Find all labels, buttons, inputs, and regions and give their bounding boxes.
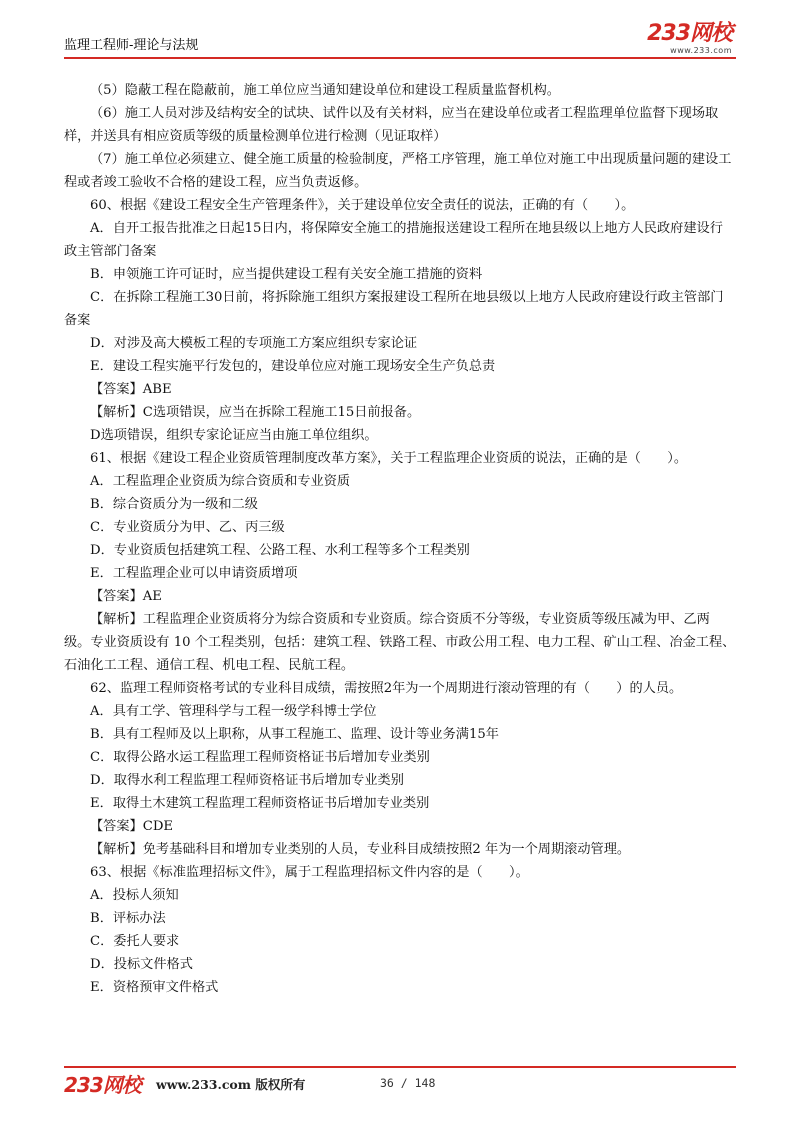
option-d: D．对涉及高大模板工程的专项施工方案应组织专家论证	[90, 336, 418, 351]
option-a: A．自开工报告批准之日起15日内，将保障安全施工的措施报送建设工程所在地县级以上地方人民政府建设行政主管部门备案	[64, 221, 723, 259]
option-a: A．投标人须知	[90, 888, 179, 903]
option-d: D．投标文件格式	[90, 957, 193, 972]
page-footer	[64, 1071, 736, 1095]
logo-url: www.233.com	[670, 46, 732, 55]
option-e: E．建设工程实施平行发包的，建设单位应对施工现场安全生产负总责	[90, 359, 496, 374]
answer: 【答案】ABE	[90, 382, 172, 397]
option-c: C．委托人要求	[90, 934, 180, 949]
explanation: 【解析】免考基础科目和增加专业类别的人员，专业科目成绩按照2 年为一个周期滚动管理。	[90, 842, 631, 857]
option-c: C．专业资质分为甲、乙、丙三级	[90, 520, 285, 535]
footer-logo: 233网校	[64, 1073, 141, 1097]
option-d: D．专业资质包括建筑工程、公路工程、水利工程等多个工程类别	[90, 543, 470, 558]
header-divider	[64, 57, 736, 59]
question-61: 61、根据《建设工程企业资质管理制度改革方案》，关于工程监理企业资质的说法，正确的是（ ）。	[90, 451, 688, 466]
option-b: B．具有工程师及以上职称，从事工程施工、监理、设计等业务满15年	[90, 727, 499, 742]
option-c: C．在拆除工程施工30日前，将拆除施工组织方案报建设工程所在地县级以上地方人民政府建设行政主管部门备案	[64, 290, 724, 328]
answer: 【答案】CDE	[90, 819, 174, 834]
page-number: 36 / 148	[380, 1076, 436, 1090]
option-b: B．评标办法	[90, 911, 166, 926]
option-e: E．资格预审文件格式	[90, 980, 219, 995]
footer-copyright: www.233.com 版权所有	[156, 1077, 306, 1092]
paragraph: （6）施工人员对涉及结构安全的试块、试件以及有关材料，应当在建设单位或者工程监理单位监督下现场取样，并送具有相应资质等级的质量检测单位进行检测（见证取样）	[64, 106, 719, 144]
explanation: 【解析】工程监理企业资质将分为综合资质和专业资质。综合资质不分等级，专业资质等级压减为甲、乙两级。专业资质设有 10 个工程类别，包括：建筑工程、铁路工程、市政公用工程、电力工程、矿山工程、冶金工程、石油化工工程、通信工程、机电工程、民航工程。	[64, 612, 736, 673]
brand-logo	[647, 22, 732, 56]
option-d: D．取得水利工程监理工程师资格证书后增加专业类别	[90, 773, 404, 788]
question-60: 60、根据《建设工程安全生产管理条件》，关于建设单位安全责任的说法，正确的有（ ）。	[90, 198, 635, 213]
option-e: E．工程监理企业可以申请资质增项	[90, 566, 298, 581]
question-63: 63、根据《标准监理招标文件》，属于工程监理招标文件内容的是（ ）。	[90, 865, 529, 880]
explanation: 【解析】C选项错误，应当在拆除工程施工15日前报备。	[90, 405, 421, 420]
option-b: B．综合资质分为一级和二级	[90, 497, 258, 512]
question-62: 62、监理工程师资格考试的专业科目成绩，需按照2年为一个周期进行滚动管理的有（ ）的人员。	[90, 681, 683, 696]
option-a: A．工程监理企业资质为综合资质和专业资质	[90, 474, 351, 489]
page-header	[64, 20, 736, 60]
logo-text: 233网校	[647, 21, 732, 46]
paragraph: （5）隐蔽工程在隐蔽前，施工单位应当通知建设单位和建设工程质量监督机构。	[90, 83, 560, 98]
header-title: 监理工程师-理论与法规	[64, 38, 199, 53]
paragraph: （7）施工单位必须建立、健全施工质量的检验制度，严格工序管理，施工单位对施工中出现质量问题的建设工程或者竣工验收不合格的建设工程，应当负责返修。	[64, 152, 732, 190]
option-e: E．取得土木建筑工程监理工程师资格证书后增加专业类别	[90, 796, 430, 811]
document-body	[64, 79, 736, 999]
option-c: C．取得公路水运工程监理工程师资格证书后增加专业类别	[90, 750, 430, 765]
option-b: B．申领施工许可证时，应当提供建设工程有关安全施工措施的资料	[90, 267, 483, 282]
option-a: A．具有工学、管理科学与工程一级学科博士学位	[90, 704, 377, 719]
answer: 【答案】AE	[90, 589, 162, 604]
footer-divider	[64, 1066, 736, 1068]
explanation-cont: D选项错误，组织专家论证应当由施工单位组织。	[90, 428, 378, 443]
